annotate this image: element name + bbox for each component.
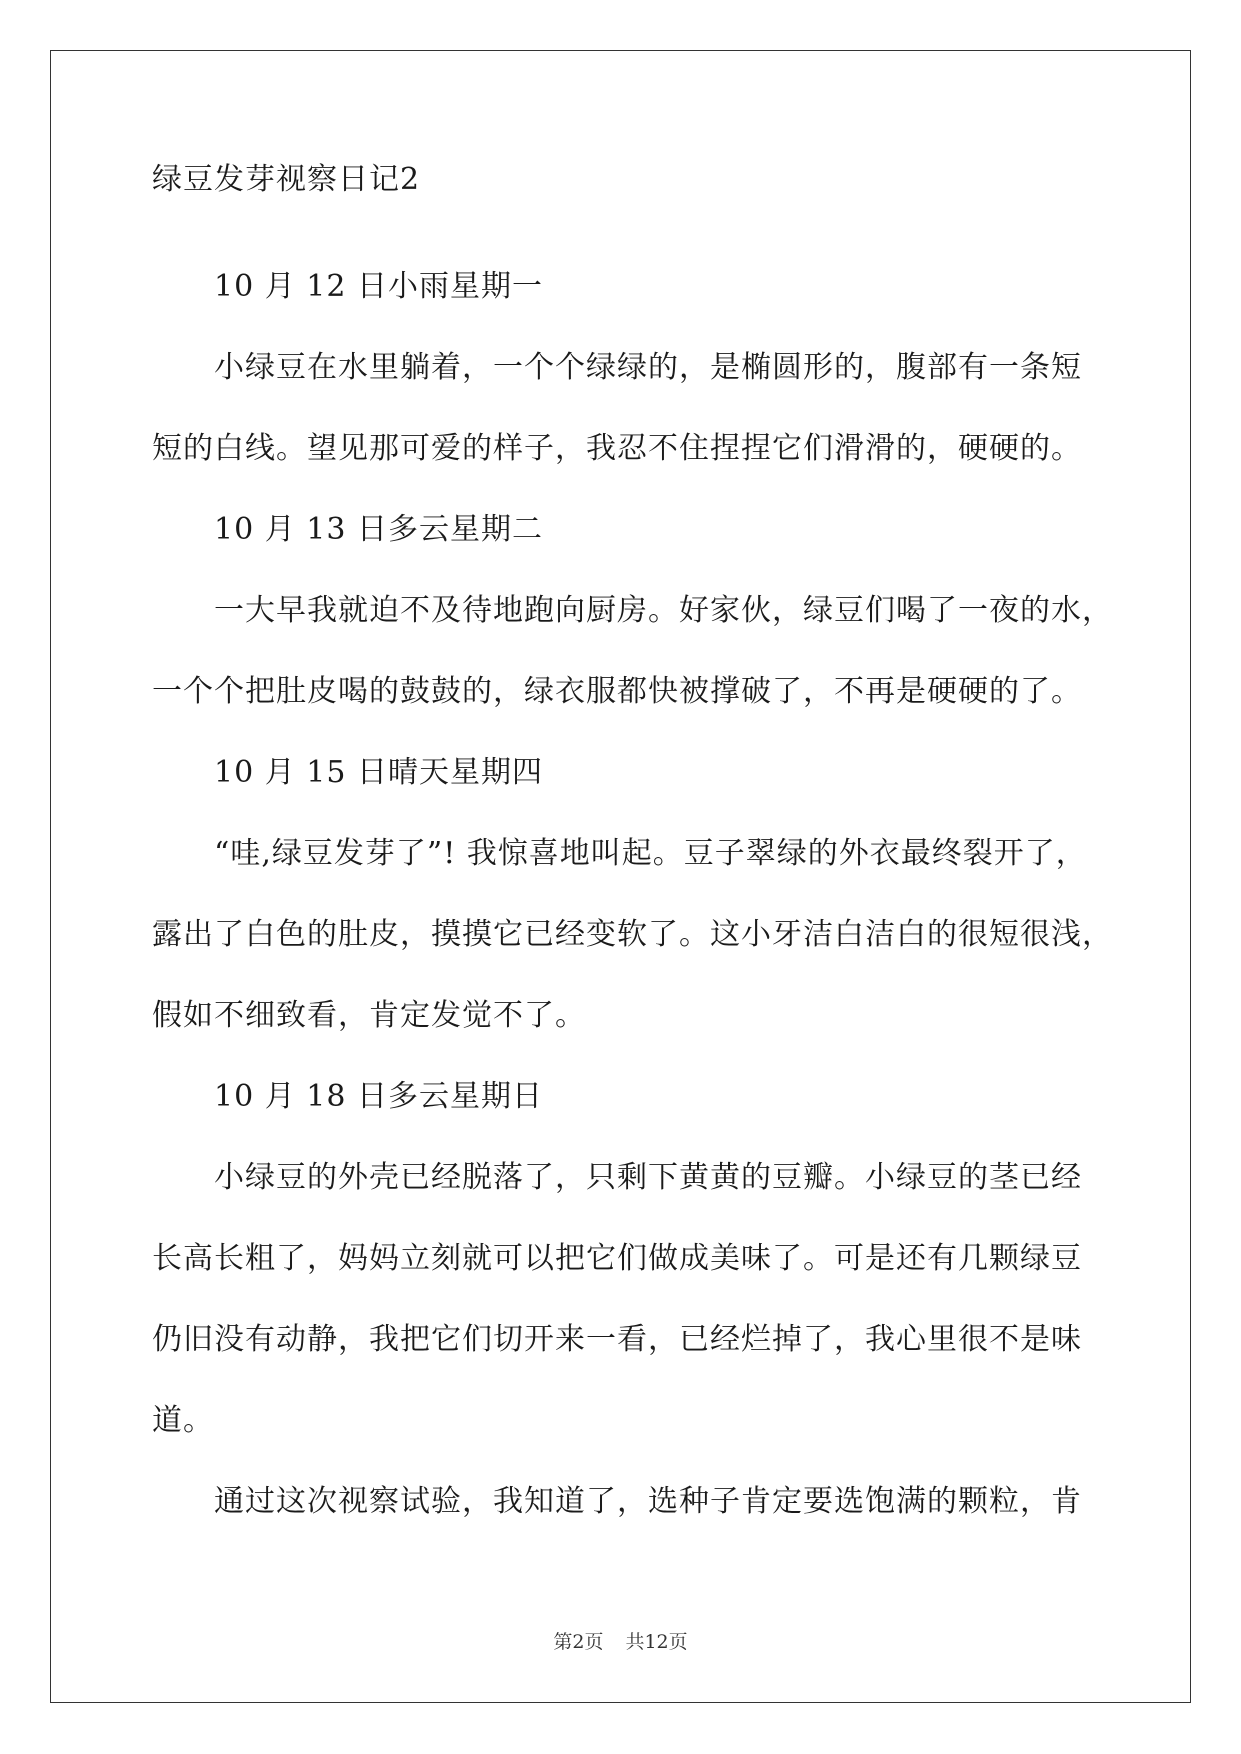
page-footer — [0, 1627, 1241, 1654]
paragraph-line: 道。 — [152, 1403, 214, 1438]
paragraph-line: 短的白线。望见那可爱的样子，我忍不住捏捏它们滑滑的，硬硬的。 — [152, 431, 1082, 466]
paragraph-line: 长高长粗了，妈妈立刻就可以把它们做成美味了。可是还有几颗绿豆 — [152, 1241, 1082, 1276]
document-body — [152, 162, 1113, 1542]
paragraph-line: “哇,绿豆发芽了”! 我惊喜地叫起。豆子翠绿的外衣最终裂开了， — [214, 836, 1087, 871]
paragraph-line: 假如不细致看，肯定发觉不了。 — [152, 998, 586, 1033]
entry-date-3: 10 月 15 日晴天星期四 — [214, 755, 543, 790]
paragraph-line: 小绿豆的外壳已经脱落了，只剩下黄黄的豆瓣。小绿豆的茎已经 — [214, 1160, 1082, 1195]
entry-date-2: 10 月 13 日多云星期二 — [214, 512, 543, 547]
paragraph-line: 小绿豆在水里躺着，一个个绿绿的，是椭圆形的，腹部有一条短 — [214, 350, 1082, 385]
entry-date-4: 10 月 18 日多云星期日 — [214, 1079, 543, 1114]
paragraph-line: 露出了白色的肚皮，摸摸它已经变软了。这小牙洁白洁白的很短很浅， — [152, 917, 1113, 952]
document-title: 绿豆发芽视察日记2 — [152, 162, 421, 197]
paragraph-line: 通过这次视察试验，我知道了，选种子肯定要选饱满的颗粒，肯 — [214, 1484, 1082, 1519]
page-number-current: 第2页 — [553, 1631, 604, 1653]
entry-date-1: 10 月 12 日小雨星期一 — [214, 269, 543, 304]
paragraph-line: 一大早我就迫不及待地跑向厨房。好家伙，绿豆们喝了一夜的水， — [214, 593, 1113, 628]
paragraph-line: 仍旧没有动静，我把它们切开来一看，已经烂掉了，我心里很不是味 — [152, 1322, 1082, 1357]
paragraph-line: 一个个把肚皮喝的鼓鼓的，绿衣服都快被撑破了，不再是硬硬的了。 — [152, 674, 1082, 709]
page-number-total: 共12页 — [625, 1631, 688, 1653]
